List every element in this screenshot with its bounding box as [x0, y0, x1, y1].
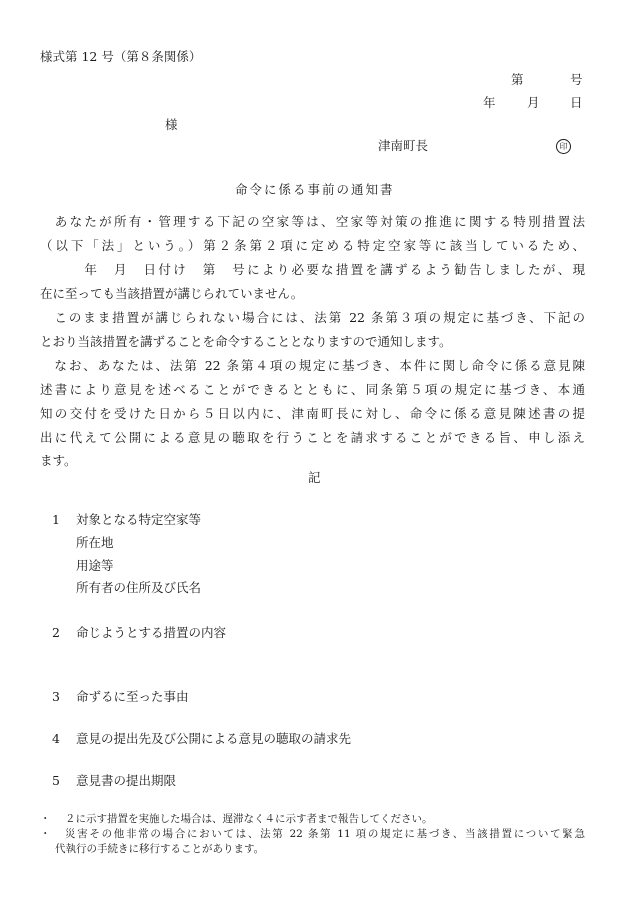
- sender-name: 津南町長: [378, 138, 429, 153]
- note-bullet: ・: [40, 813, 51, 825]
- item-number: 2: [52, 625, 60, 640]
- paragraph3-line: 述書により意見を述べることができるとともに、同条第５項の規定に基づき、本通: [40, 382, 585, 397]
- item-number: 3: [52, 689, 60, 704]
- note-bullet: ・: [40, 828, 51, 840]
- item-sub-label: 用途等: [76, 558, 114, 573]
- item-label: 命じようとする措置の内容: [76, 625, 227, 640]
- note-text: 災害その他非常の場合においては、法第 22 条第 11 項の規定に基づき、当該措置について緊急: [65, 828, 585, 840]
- issue-date-day: 日: [570, 95, 583, 110]
- paragraph2-line: このまま措置が講じられない場合には、法第 22 条第３項の規定に基づき、下記の: [40, 310, 585, 325]
- note-text: 代執行の手続きに移行することがあります。: [55, 843, 265, 855]
- paragraph1-line: （以下「法」という。）第２条第２項に定める特定空家等に該当しているため、: [40, 238, 585, 253]
- item-label: 命ずるに至った事由: [76, 689, 189, 704]
- addressee-suffix: 様: [165, 117, 178, 132]
- paragraph2-line: とおり当該措置を講ずることを命令することとなりますので通知します。: [40, 334, 452, 349]
- paragraph1-line: 年 月 日付け 第 号により必要な措置を講ずるよう勧告しましたが、現: [40, 262, 585, 277]
- ki-heading: 記: [308, 470, 321, 485]
- item-label: 意見の提出先及び公開による意見の聴取の請求先: [76, 731, 352, 746]
- paragraph3-line: ます。: [40, 453, 77, 468]
- document-title: 命令に係る事前の通知書: [235, 182, 395, 197]
- item-number: 4: [52, 731, 60, 746]
- item-number: 5: [52, 773, 60, 788]
- issue-date-month: 月: [527, 95, 540, 110]
- paragraph1-line: 在に至っても当該措置が講じられていません。: [40, 286, 304, 301]
- note-text: ２に示す措置を実施した場合は、遅滞なく４に示す者まで報告してください。: [65, 813, 433, 825]
- item-label: 意見書の提出期限: [76, 773, 177, 788]
- item-number: 1: [52, 512, 60, 527]
- paragraph3-line: 知の交付を受けた日から５日以内に、津南町長に対し、命令に係る意見陳述書の提: [40, 406, 585, 421]
- issue-date-year: 年: [483, 95, 496, 110]
- issue-number-prefix: 第: [511, 72, 524, 87]
- item-sub-label: 所有者の住所及び氏名: [76, 580, 202, 595]
- item-label: 対象となる特定空家等: [76, 512, 202, 527]
- paragraph3-line: なお、あなたは、法第 22 条第４項の規定に基づき、本件に関し命令に係る意見陳: [40, 358, 585, 373]
- paragraph1-line: あなたが所有・管理する下記の空家等は、空家等対策の推進に関する特別措置法: [40, 214, 585, 229]
- seal-mark: 印: [556, 139, 571, 154]
- paragraph3-line: 出に代えて公開による意見の聴取を行うことを請求することができる旨、申し添え: [40, 430, 585, 445]
- issue-number-suffix: 号: [570, 72, 583, 87]
- item-sub-label: 所在地: [76, 535, 114, 550]
- form-number: 様式第 12 号（第８条関係）: [40, 49, 202, 64]
